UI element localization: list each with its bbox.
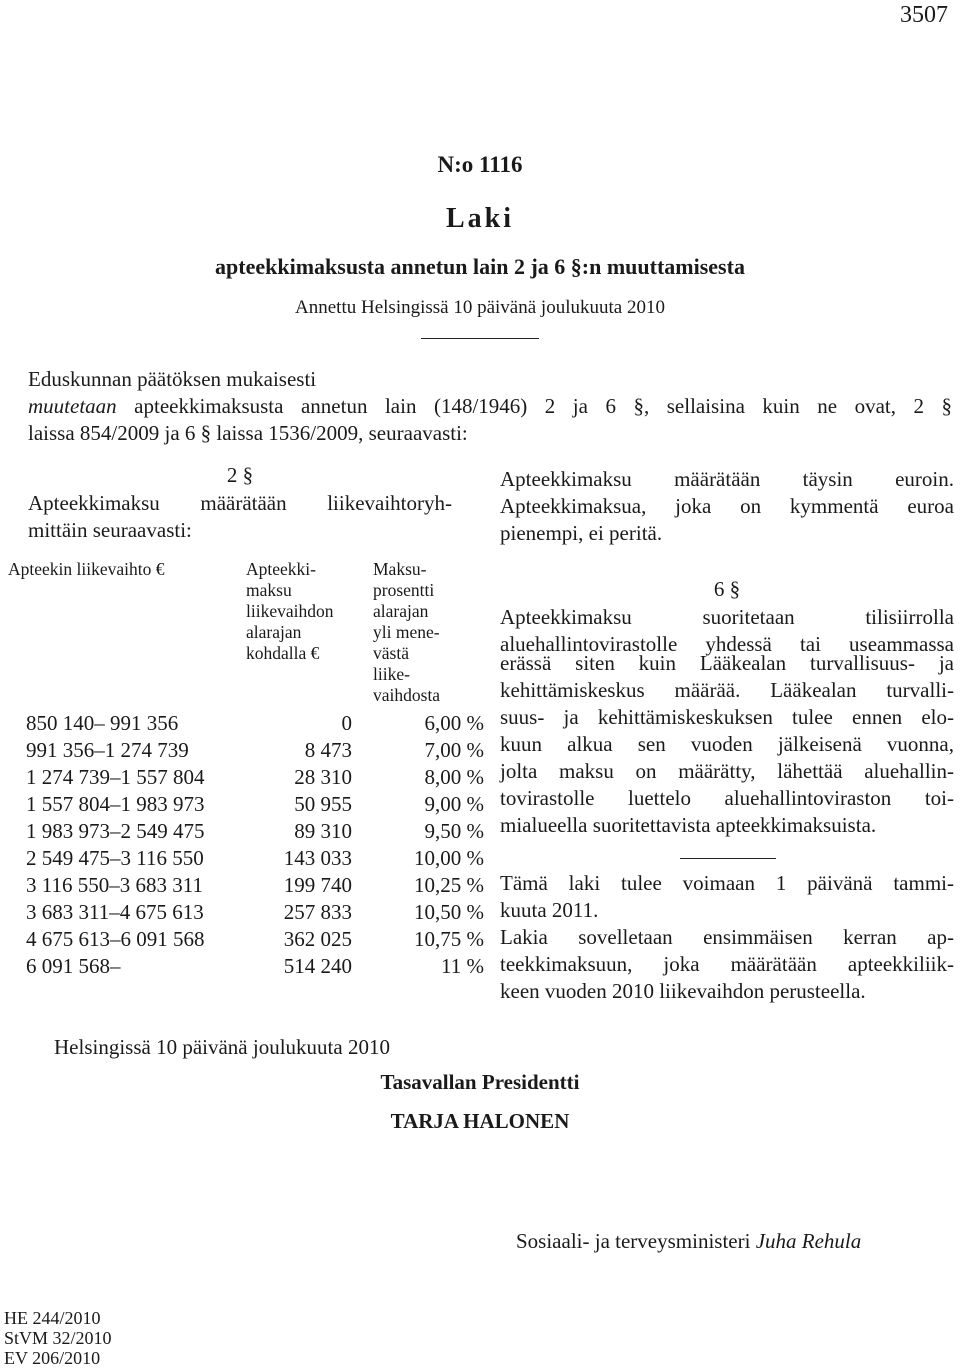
percent-cell: 11 % xyxy=(441,954,484,978)
col-head-fee: Apteekki- maksu liikevaihdon alarajan kohdalla € xyxy=(246,559,334,663)
section-2-text-line-1: Apteekkimaksu määrätään liikevaihtoryh- xyxy=(28,491,452,515)
turnover-cell: 1 983 973–2 549 475 xyxy=(26,819,205,843)
fee-cell: 0 xyxy=(341,711,352,735)
rounding-line-2: Apteekkimaksua, joka on kymmentä euroa xyxy=(500,494,954,518)
section-6-line: mialueella suoritettavista apteekkimaksuista. xyxy=(500,813,877,837)
turnover-cell: 4 675 613–6 091 568 xyxy=(26,927,205,951)
fee-cell: 8 473 xyxy=(304,738,352,762)
preamble-intro: Eduskunnan päätöksen mukaisesti xyxy=(28,367,317,391)
given-date-line: Annettu Helsingissä 10 päivänä joulukuuta 2010 xyxy=(295,297,665,318)
table-row xyxy=(26,899,484,926)
turnover-cell: 2 549 475–3 116 550 xyxy=(26,846,204,870)
application-line-1: Lakia sovelletaan ensimmäisen kerran ap- xyxy=(500,925,954,949)
entry-into-force-line-1: Tämä laki tulee voimaan 1 päivänä tammi- xyxy=(500,871,954,895)
percent-cell: 9,00 % xyxy=(424,792,484,816)
fee-cell: 514 240 xyxy=(283,954,352,978)
reference-he: HE 244/2010 xyxy=(4,1308,101,1328)
turnover-cell: 850 140– 991 356 xyxy=(26,711,179,735)
minister-title: Sosiaali- ja terveysministeri xyxy=(516,1229,751,1253)
application-line-2: teekkimaksuun, joka määrätään apteekkiliik- xyxy=(500,952,954,976)
section-2-text-line-2: mittäin seuraavasti: xyxy=(28,518,192,542)
table-row xyxy=(26,953,484,980)
section-2-heading: 2 § xyxy=(226,463,254,487)
fee-cell: 257 833 xyxy=(283,900,352,924)
reference-ev: EV 206/2010 xyxy=(4,1348,101,1368)
table-row xyxy=(26,791,484,818)
entry-into-force-line-2: kuuta 2011. xyxy=(500,898,599,922)
preamble-amend-line-2: laissa 854/2009 ja 6 § laissa 1536/2009, seuraavasti: xyxy=(28,421,468,445)
section-6-line: kuun alkua sen vuoden jälkeisenä vuonna, xyxy=(500,732,954,756)
section-divider xyxy=(680,858,776,859)
percent-cell: 8,00 % xyxy=(424,765,484,789)
table-row xyxy=(26,845,484,872)
minister-name: Juha Rehula xyxy=(755,1229,862,1253)
turnover-cell: 1 274 739–1 557 804 xyxy=(26,765,205,789)
table-row xyxy=(26,926,484,953)
table-row xyxy=(26,737,484,764)
fee-cell: 143 033 xyxy=(283,846,352,870)
section-6-heading: 6 § xyxy=(713,577,741,601)
fee-cell: 362 025 xyxy=(283,927,352,951)
minister-signature xyxy=(516,1228,861,1255)
turnover-cell: 6 091 568– xyxy=(26,954,121,978)
reference-stvm: StVM 32/2010 xyxy=(4,1328,112,1348)
table-row xyxy=(26,710,484,737)
fee-cell: 89 310 xyxy=(294,819,352,843)
fee-cell: 28 310 xyxy=(294,765,352,789)
section-6-line: tovirastolle luettelo aluehallintoviraston toi- xyxy=(500,786,954,810)
president-title: Tasavallan Presidentti xyxy=(380,1070,580,1094)
statute-number: N:o 1116 xyxy=(437,152,523,177)
section-6-line: erässä siten kuin Lääkealan turvallisuus- ja xyxy=(500,651,954,675)
law-type-title: Laki xyxy=(445,203,515,234)
percent-cell: 6,00 % xyxy=(424,711,484,735)
amend-text: apteekkimaksusta annetun lain (148/1946) 2 ja 6 §, sellaisina kuin ne ovat, 2 § xyxy=(134,394,953,418)
page-number: 3507 xyxy=(900,2,948,28)
table-row xyxy=(26,818,484,845)
table-row xyxy=(26,872,484,899)
percent-cell: 10,25 % xyxy=(414,873,484,897)
percent-cell: 10,75 % xyxy=(414,927,484,951)
col-head-turnover: Apteekin liikevaihto € xyxy=(8,559,165,579)
percent-cell: 10,00 % xyxy=(414,846,484,870)
amend-verb: muutetaan xyxy=(28,394,117,418)
application-line-3: keen vuoden 2010 liikevaihdon perusteella. xyxy=(500,979,866,1003)
signing-place-date: Helsingissä 10 päivänä joulukuuta 2010 xyxy=(54,1035,390,1059)
rounding-line-3: pienempi, ei peritä. xyxy=(500,521,663,545)
fee-cell: 50 955 xyxy=(294,792,352,816)
col-head-percentage: Maksu- prosentti alarajan yli mene- västä liike- vaihdosta xyxy=(373,559,441,705)
title-divider xyxy=(421,338,539,339)
turnover-cell: 3 683 311–4 675 613 xyxy=(26,900,204,924)
preamble-amend-line xyxy=(28,393,952,420)
section-6-line: suus- ja kehittämiskeskuksen tulee ennen elo- xyxy=(500,705,954,729)
law-subtitle: apteekkimaksusta annetun lain 2 ja 6 §:n muuttamisesta xyxy=(215,254,745,279)
section-6-line: Apteekkimaksu suoritetaan tilisiirrolla xyxy=(500,605,954,629)
table-row xyxy=(26,764,484,791)
turnover-cell: 3 116 550–3 683 311 xyxy=(26,873,203,897)
section-6-line: kehittämiskeskus määrää. Lääkealan turvalli- xyxy=(500,678,954,702)
percent-cell: 10,50 % xyxy=(414,900,484,924)
percent-cell: 7,00 % xyxy=(424,738,484,762)
section-6-line: jolta maksu on määrätty, lähettää aluehallin- xyxy=(500,759,954,783)
turnover-cell: 1 557 804–1 983 973 xyxy=(26,792,205,816)
section-6-line: aluehallintovirastolle yhdessä tai useammassa xyxy=(500,632,954,656)
president-name: TARJA HALONEN xyxy=(390,1109,570,1133)
turnover-cell: 991 356–1 274 739 xyxy=(26,738,189,762)
rounding-line-1: Apteekkimaksu määrätään täysin euroin. xyxy=(500,467,954,491)
fee-table xyxy=(26,710,484,980)
percent-cell: 9,50 % xyxy=(424,819,484,843)
fee-cell: 199 740 xyxy=(283,873,352,897)
